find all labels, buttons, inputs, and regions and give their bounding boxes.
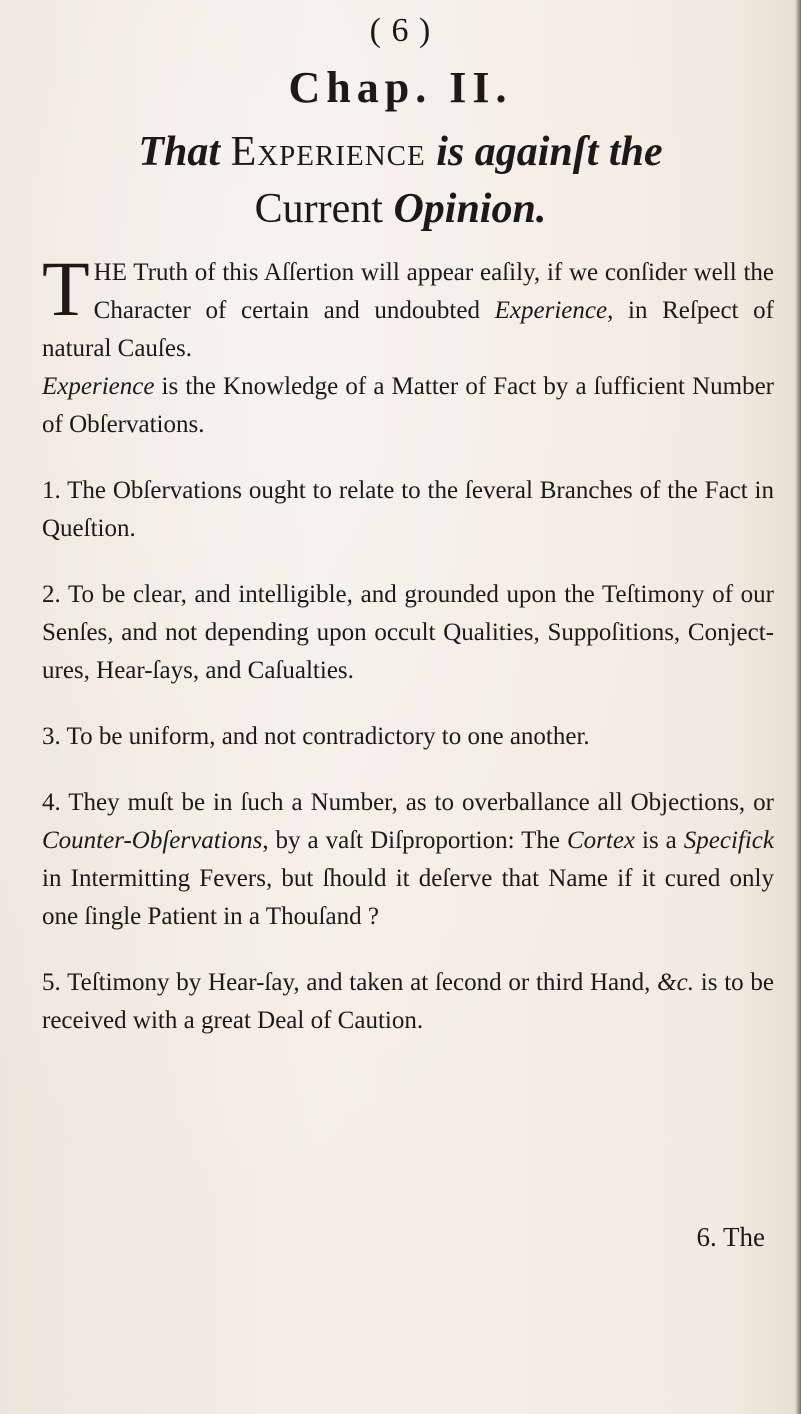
chapter-title-line-2 xyxy=(0,185,801,233)
title-words-against-the: againſt the xyxy=(474,129,663,175)
drop-cap: T xyxy=(42,245,90,332)
title-word-opinion: Opinion. xyxy=(393,186,547,232)
catchword: 6. The xyxy=(696,1222,765,1252)
body-text xyxy=(42,245,775,1040)
page-number: ( 6 ) xyxy=(369,12,432,49)
paragraph-definition: Experience is the Knowledge of a Matter of Fact by a ſufficient Number of Obſervations. xyxy=(42,373,774,438)
paragraph-truth: THE Truth of this Aſſertion will appear eaſily, if we conſider well the Character of certain and undoubted Experience, in Reſpect of natural Cauſes. xyxy=(42,245,774,362)
list-item-5: 5. Teſtimony by Hear-ſay, and taken at ſecond or third Hand, &c. is to be received with a great Deal of Caution. xyxy=(42,969,775,1034)
title-word-experience: Experience xyxy=(230,129,426,175)
title-word-is: is xyxy=(436,129,465,175)
chapter-title-line-1 xyxy=(0,128,801,176)
list-item-3: 3. To be uniform, and not contradictory to one another. xyxy=(42,723,590,750)
list-item-2: 2. To be clear, and intelligible, and grounded upon the Teſtimony of our Senſes, and not depending upon occult Qualities, Suppoſitions, Conjectures, Hear-ſays, and Caſualties. xyxy=(42,581,774,684)
title-word-that: That xyxy=(138,129,221,175)
list-item-4: 4. They muſt be in ſuch a Number, as to overballance all Objections, or Counter-Obſervations, by a vaſt Diſproportion: The Cortex is a Specifick in Intermitting Fevers, but ſhould it deſerve that Name if it cured only one ſingle Patient in a Thouſand ? xyxy=(42,789,775,930)
chapter-heading: Chap. II. xyxy=(288,63,513,112)
list-item-1: 1. The Obſervations ought to relate to the ſeveral Branches of the Fact in Queſtion. xyxy=(42,477,774,542)
title-word-current: Current xyxy=(254,186,383,232)
